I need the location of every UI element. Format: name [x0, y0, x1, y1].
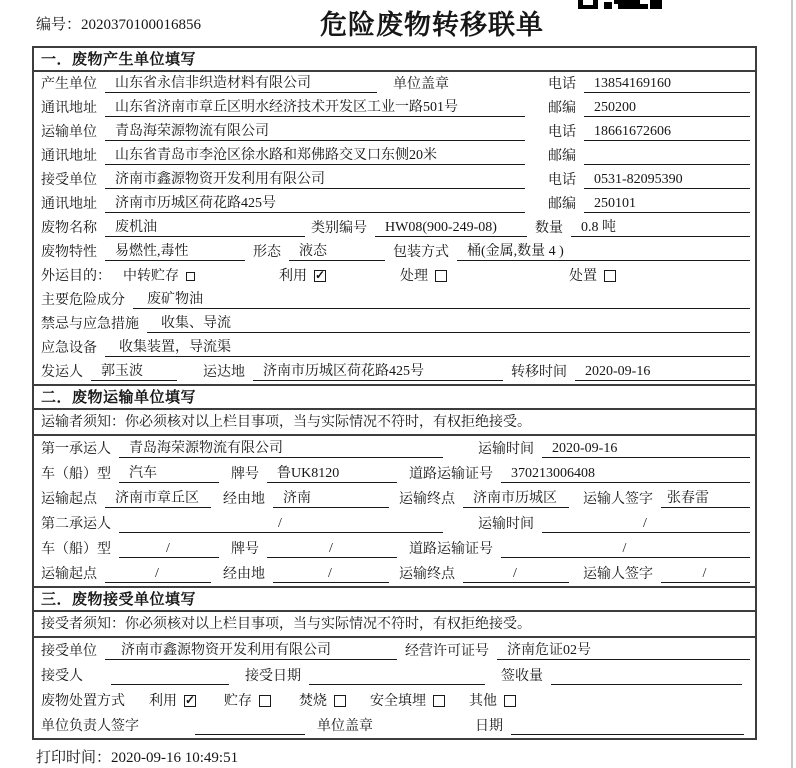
- destination-value: 济南市历城区荷花路425号: [253, 363, 503, 381]
- row-hazard-component: [34, 288, 755, 312]
- addr1-label: 通讯地址: [41, 101, 97, 116]
- print-time-value: 2020-09-16 10:49:51: [111, 750, 239, 766]
- row-producer: [34, 72, 755, 96]
- permit2-label: 道路运输证号: [409, 542, 493, 557]
- waste-name-label: 废物名称: [41, 221, 97, 236]
- category-label: 类别编号: [311, 221, 367, 236]
- waste-name-value: 废机油: [105, 219, 305, 237]
- row-second-carrier: [34, 511, 755, 536]
- qr-code-fragment-icon: [578, 0, 662, 9]
- row-first-carrier: [34, 436, 755, 461]
- packing-label: 包装方式: [393, 245, 449, 260]
- via1-label: 经由地: [223, 492, 265, 507]
- accept-unit-label: 接受单位: [41, 644, 97, 659]
- via1-value: 济南: [273, 490, 389, 508]
- checkbox-disposal-utilize-icon: [184, 695, 196, 707]
- addr2-value: 山东省青岛市李沧区徐水路和郑佛路交叉口东侧20米: [105, 147, 525, 165]
- plate2-value: /: [267, 540, 397, 558]
- checkbox-disposal-landfill-icon: [433, 695, 445, 707]
- section3-header: 三．废物接受单位填写: [34, 588, 755, 612]
- via2-label: 经由地: [223, 567, 265, 582]
- zip3-value: 250101: [584, 195, 750, 213]
- acceptor-label: 接受人: [41, 669, 83, 684]
- permit2-value: /: [501, 540, 750, 558]
- phone3-value: 0531-82095390: [584, 171, 750, 189]
- shipper-label: 发运人: [41, 365, 83, 380]
- unit-seal-label: 单位盖章: [393, 77, 449, 92]
- hazard-value: 废矿物油: [133, 291, 750, 309]
- end2-label: 运输终点: [399, 567, 455, 582]
- hazard-label: 主要危险成分: [41, 293, 125, 308]
- zip2-value: [584, 147, 750, 165]
- plate1-value: 鲁UK8120: [267, 465, 397, 483]
- checkbox-transfer-storage-icon: [186, 272, 195, 281]
- sign1-label: 运输人签字: [583, 492, 653, 507]
- row-receiver-address: [34, 192, 755, 216]
- transfer-time-label: 转移时间: [511, 365, 567, 380]
- checkbox-treat-icon: [435, 270, 447, 282]
- time1-label: 运输时间: [478, 442, 534, 457]
- checkbox-utilize-icon: [314, 270, 326, 282]
- row-transporter-address: [34, 144, 755, 168]
- row-vehicle1: [34, 461, 755, 486]
- vehicle2-label: 车（船）型: [41, 542, 111, 557]
- disposal-other-label: 其他: [469, 694, 497, 709]
- row-receiver: [34, 168, 755, 192]
- end2-value: /: [463, 565, 569, 583]
- transfer-time-value: 2020-09-16: [575, 363, 750, 381]
- print-time-label: 打印时间：: [36, 750, 112, 766]
- accept-date-label: 接受日期: [245, 669, 301, 684]
- acceptor-value: [111, 667, 229, 685]
- carrier1-value: 青岛海荣源物流有限公司: [119, 440, 443, 458]
- checkbox-disposal-incinerate-icon: [334, 695, 346, 707]
- time1-value: 2020-09-16: [542, 440, 750, 458]
- carrier1-label: 第一承运人: [41, 442, 111, 457]
- quantity-value: 0.8 吨: [571, 219, 750, 237]
- purpose-transfer-storage-label: 中转贮存: [123, 269, 179, 284]
- transporter-notice: 运输者须知：你必须核对以上栏目事项，当与实际情况不符时，有权拒绝接受。: [34, 410, 755, 436]
- print-time-line: [36, 746, 238, 767]
- license-label: 经营许可证号: [405, 644, 489, 659]
- vehicle1-value: 汽车: [119, 465, 219, 483]
- phone3-label: 电话: [548, 173, 576, 188]
- disposal-store-label: 贮存: [224, 694, 252, 709]
- transporter-label: 运输单位: [41, 125, 97, 140]
- category-value: HW08(900-249-08): [375, 219, 527, 237]
- disposal-landfill-label: 安全填埋: [370, 694, 426, 709]
- manifest-table: [32, 46, 757, 740]
- disposal-utilize-label: 利用: [149, 694, 177, 709]
- origin1-label: 运输起点: [41, 492, 97, 507]
- page-edge-line: [791, 0, 793, 768]
- receiver-notice: 接受者须知：你必须核对以上栏目事项，当与实际情况不符时，有权拒绝接受。: [34, 612, 755, 638]
- permit1-value: 370213006408: [501, 465, 750, 483]
- section-receiver: [34, 586, 755, 738]
- row-responsible-signature: [34, 713, 755, 738]
- row-disposal-method: [34, 688, 755, 713]
- section1-header: 一．废物产生单位填写: [34, 48, 755, 72]
- checkbox-disposal-other-icon: [504, 695, 516, 707]
- shipper-value: 郭玉波: [91, 363, 177, 381]
- purpose-label: 外运目的：: [41, 269, 111, 284]
- sign1-value: 张春雷: [661, 490, 750, 508]
- vehicle2-value: /: [119, 540, 219, 558]
- disposal-incinerate-label: 焚烧: [299, 694, 327, 709]
- sign-amount-label: 签收量: [501, 669, 543, 684]
- checkbox-dispose-icon: [604, 270, 616, 282]
- row-waste-trait: [34, 240, 755, 264]
- responsible-label: 单位负责人签字: [41, 719, 139, 734]
- row-producer-address: [34, 96, 755, 120]
- permit1-label: 道路运输证号: [409, 467, 493, 482]
- producer-label: 产生单位: [41, 77, 97, 92]
- plate2-label: 牌号: [231, 542, 259, 557]
- license-value: 济南危证02号: [497, 642, 750, 660]
- equipment-value: 收集装置，导流渠: [105, 339, 750, 357]
- row-waste-name: [34, 216, 755, 240]
- vehicle1-label: 车（船）型: [41, 467, 111, 482]
- zip2-label: 邮编: [548, 149, 576, 164]
- serial-label: 编号：: [36, 17, 82, 33]
- form-label: 形态: [253, 245, 281, 260]
- row-accept-unit: [34, 638, 755, 663]
- row-transfer-purpose: [34, 264, 755, 288]
- trait-value: 易燃性,毒性: [105, 243, 245, 261]
- row-route2: [34, 561, 755, 586]
- phone2-label: 电话: [548, 125, 576, 140]
- sign-amount-value: [551, 667, 742, 685]
- receiver-label: 接受单位: [41, 173, 97, 188]
- origin1-value: 济南市章丘区: [105, 490, 211, 508]
- transporter-value: 青岛海荣源物流有限公司: [105, 123, 525, 141]
- sign2-value: /: [661, 565, 750, 583]
- form-value: 液态: [289, 243, 385, 261]
- quantity-label: 数量: [535, 221, 563, 236]
- time2-value: /: [542, 515, 750, 533]
- date-value: [511, 717, 744, 735]
- plate1-label: 牌号: [231, 467, 259, 482]
- phone1-value: 13854169160: [584, 75, 750, 93]
- section-producer: [34, 48, 755, 384]
- packing-value: 桶(金属,数量 4 ): [457, 243, 750, 261]
- section-transporter: [34, 384, 755, 586]
- serial-number: 2020370100016856: [81, 17, 202, 33]
- row-route1: [34, 486, 755, 511]
- addr3-label: 通讯地址: [41, 197, 97, 212]
- row-transporter: [34, 120, 755, 144]
- responsible-value: [195, 717, 305, 735]
- accept-date-value: [309, 667, 485, 685]
- sign2-label: 运输人签字: [583, 567, 653, 582]
- addr1-value: 山东省济南市章丘区明水经济技术开发区工业一路501号: [105, 99, 525, 117]
- disposal-label: 废物处置方式: [41, 694, 125, 709]
- row-taboo-measures: [34, 312, 755, 336]
- destination-label: 运达地: [203, 365, 245, 380]
- zip1-value: 250200: [584, 99, 750, 117]
- via2-value: /: [273, 565, 389, 583]
- checkbox-disposal-store-icon: [259, 695, 271, 707]
- section2-header: 二．废物运输单位填写: [34, 386, 755, 410]
- origin2-value: /: [105, 565, 211, 583]
- taboo-value: 收集、导流: [147, 315, 750, 333]
- addr2-label: 通讯地址: [41, 149, 97, 164]
- purpose-utilize-label: 利用: [279, 269, 307, 284]
- document-title: 危险废物转移联单: [320, 10, 544, 40]
- purpose-dispose-label: 处置: [569, 269, 597, 284]
- zip1-label: 邮编: [548, 101, 576, 116]
- phone1-label: 电话: [548, 77, 576, 92]
- row-emergency-equipment: [34, 336, 755, 360]
- row-acceptor: [34, 663, 755, 688]
- phone2-value: 18661672606: [584, 123, 750, 141]
- zip3-label: 邮编: [548, 197, 576, 212]
- end1-label: 运输终点: [399, 492, 455, 507]
- trait-label: 废物特性: [41, 245, 97, 260]
- time2-label: 运输时间: [478, 517, 534, 532]
- carrier2-label: 第二承运人: [41, 517, 111, 532]
- equipment-label: 应急设备: [41, 341, 97, 356]
- carrier2-value: /: [119, 515, 443, 533]
- producer-value: 山东省永信非织造材料有限公司: [105, 75, 377, 93]
- addr3-value: 济南市历城区荷花路425号: [105, 195, 525, 213]
- row-shipper: [34, 360, 755, 384]
- row-vehicle2: [34, 536, 755, 561]
- accept-unit-value: 济南市鑫源物资开发利用有限公司: [105, 642, 397, 660]
- receiver-value: 济南市鑫源物资开发利用有限公司: [105, 171, 525, 189]
- end1-value: 济南市历城区: [463, 490, 569, 508]
- date-label: 日期: [475, 719, 503, 734]
- origin2-label: 运输起点: [41, 567, 97, 582]
- purpose-treat-label: 处理: [400, 269, 428, 284]
- taboo-label: 禁忌与应急措施: [41, 317, 139, 332]
- unit-seal2-label: 单位盖章: [317, 719, 373, 734]
